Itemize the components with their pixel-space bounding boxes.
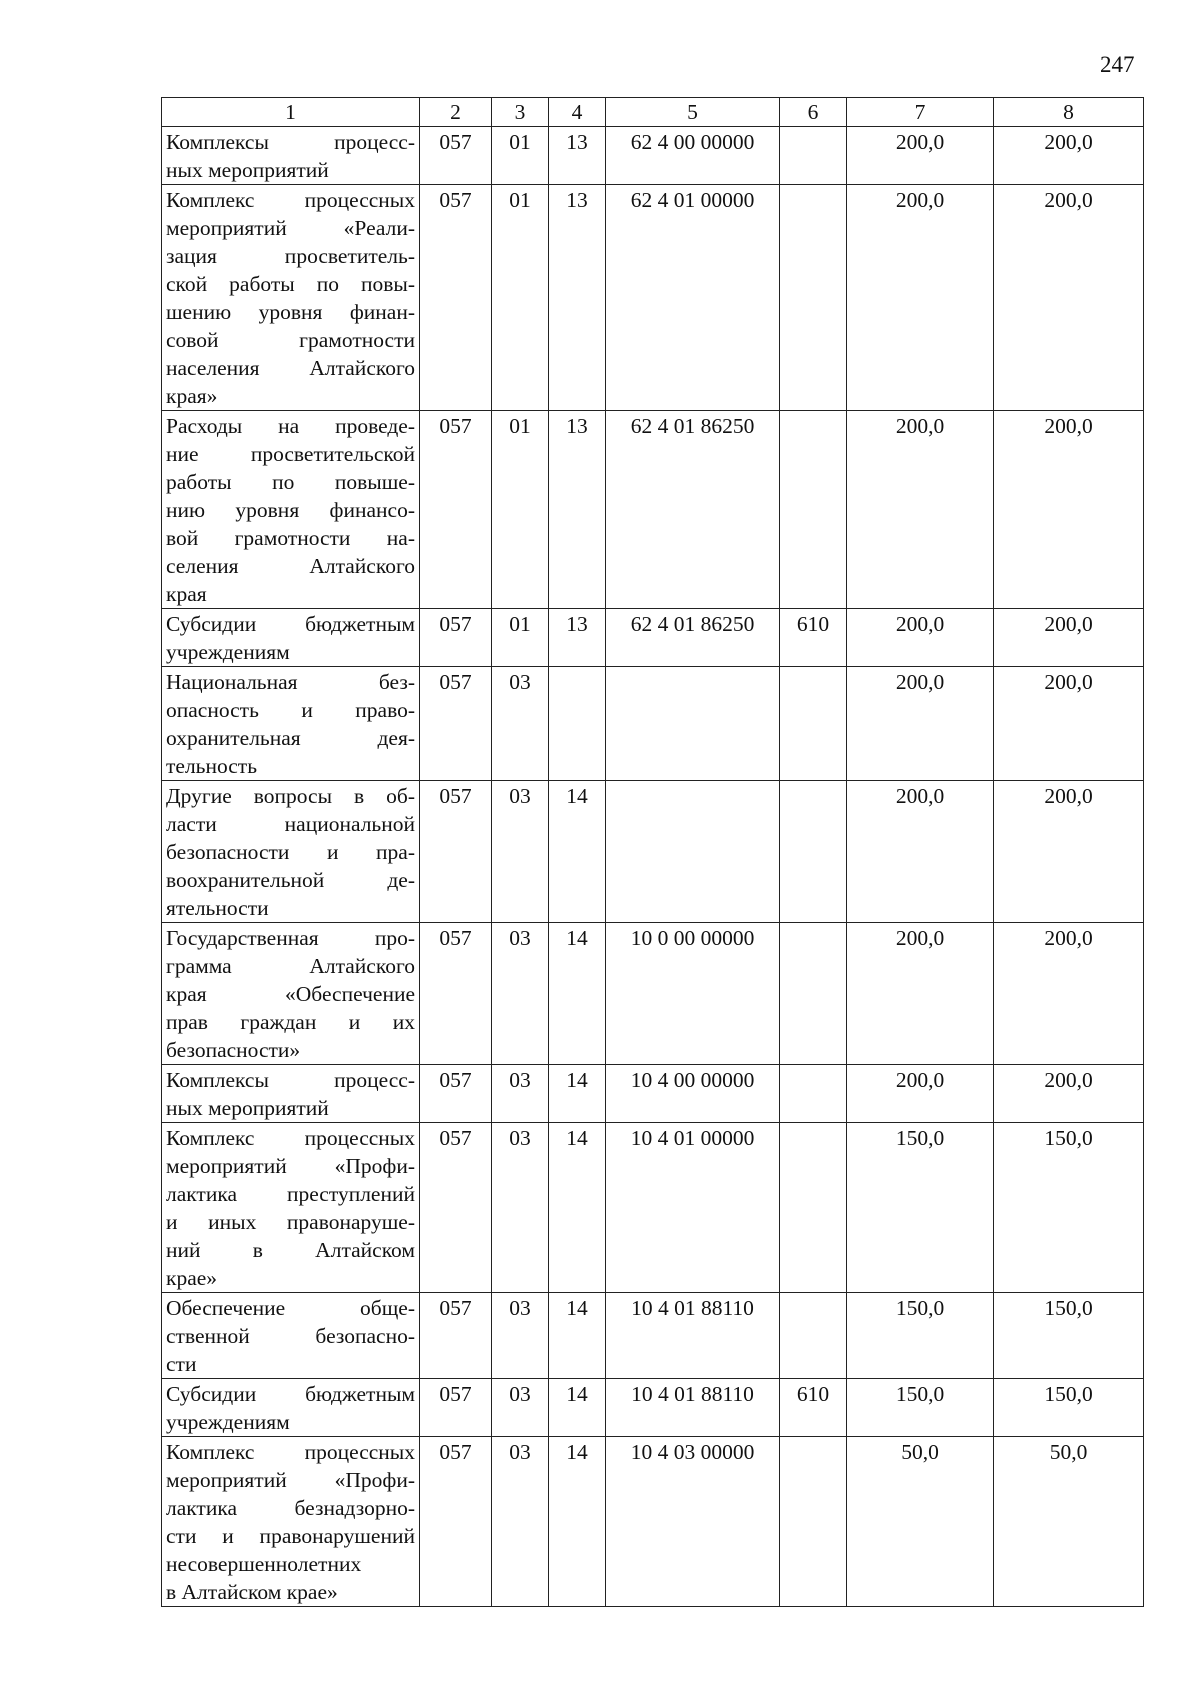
cell-admin-code: 057 bbox=[420, 185, 492, 411]
cell-sum-year-1: 200,0 bbox=[847, 667, 994, 781]
cell-target-article: 62 4 01 00000 bbox=[606, 185, 780, 411]
column-header: 1 bbox=[162, 98, 420, 127]
cell-expense-type bbox=[780, 1123, 847, 1293]
cell-expense-type: 610 bbox=[780, 1379, 847, 1437]
cell-admin-code: 057 bbox=[420, 781, 492, 923]
item-name-line: Комплекс процессных bbox=[166, 188, 415, 212]
cell-target-article: 10 4 01 88110 bbox=[606, 1379, 780, 1437]
item-name-line: прав граждан и их bbox=[166, 1010, 415, 1034]
cell-subsection: 14 bbox=[549, 1437, 606, 1607]
cell-sum-year-2: 200,0 bbox=[994, 923, 1144, 1065]
column-header: 3 bbox=[492, 98, 549, 127]
cell-item-name bbox=[162, 609, 420, 667]
cell-item-name bbox=[162, 1065, 420, 1123]
cell-expense-type bbox=[780, 1065, 847, 1123]
item-name-line: Другие вопросы в об- bbox=[166, 784, 415, 808]
item-name-line: и иных правонаруше- bbox=[166, 1210, 415, 1234]
item-name-line: ние просветительской bbox=[166, 442, 415, 466]
cell-expense-type bbox=[780, 781, 847, 923]
cell-sum-year-1: 200,0 bbox=[847, 781, 994, 923]
cell-admin-code: 057 bbox=[420, 411, 492, 609]
item-name-line: селения Алтайского bbox=[166, 554, 415, 578]
table-body bbox=[162, 127, 1144, 1607]
column-header: 7 bbox=[847, 98, 994, 127]
cell-item-name bbox=[162, 1437, 420, 1607]
item-name-line: грамма Алтайского bbox=[166, 954, 415, 978]
cell-sum-year-2: 200,0 bbox=[994, 781, 1144, 923]
cell-admin-code: 057 bbox=[420, 667, 492, 781]
cell-admin-code: 057 bbox=[420, 1437, 492, 1607]
cell-sum-year-2: 200,0 bbox=[994, 127, 1144, 185]
table-row bbox=[162, 1123, 1144, 1293]
item-name-line: населения Алтайского bbox=[166, 356, 415, 380]
item-name-line: шению уровня финан- bbox=[166, 300, 415, 324]
item-name-line: ний в Алтайском bbox=[166, 1238, 415, 1262]
item-name-line: сти bbox=[166, 1352, 197, 1376]
column-header: 4 bbox=[549, 98, 606, 127]
item-name-line: края bbox=[166, 582, 207, 606]
table-row bbox=[162, 1065, 1144, 1123]
cell-target-article: 10 4 01 00000 bbox=[606, 1123, 780, 1293]
item-name-line: сти и правонарушений bbox=[166, 1524, 415, 1548]
cell-subsection: 14 bbox=[549, 781, 606, 923]
column-number-row bbox=[162, 98, 1144, 127]
cell-sum-year-1: 200,0 bbox=[847, 923, 994, 1065]
cell-target-article: 10 4 03 00000 bbox=[606, 1437, 780, 1607]
cell-subsection bbox=[549, 667, 606, 781]
cell-target-article bbox=[606, 781, 780, 923]
cell-item-name bbox=[162, 127, 420, 185]
item-name-line: Государственная про- bbox=[166, 926, 415, 950]
cell-target-article: 10 0 00 00000 bbox=[606, 923, 780, 1065]
cell-subsection: 14 bbox=[549, 1293, 606, 1379]
cell-subsection: 14 bbox=[549, 1065, 606, 1123]
cell-sum-year-1: 150,0 bbox=[847, 1123, 994, 1293]
item-name-line: Расходы на проведе- bbox=[166, 414, 415, 438]
item-name-line: мероприятий «Реали- bbox=[166, 216, 415, 240]
cell-sum-year-2: 150,0 bbox=[994, 1293, 1144, 1379]
item-name-line: крае» bbox=[166, 1266, 218, 1290]
cell-admin-code: 057 bbox=[420, 1293, 492, 1379]
cell-section: 03 bbox=[492, 923, 549, 1065]
cell-sum-year-2: 200,0 bbox=[994, 185, 1144, 411]
cell-admin-code: 057 bbox=[420, 1065, 492, 1123]
cell-admin-code: 057 bbox=[420, 1379, 492, 1437]
cell-expense-type bbox=[780, 1437, 847, 1607]
cell-section: 01 bbox=[492, 185, 549, 411]
item-name-line: Обеспечение обще- bbox=[166, 1296, 415, 1320]
cell-expense-type: 610 bbox=[780, 609, 847, 667]
cell-expense-type bbox=[780, 667, 847, 781]
column-header: 5 bbox=[606, 98, 780, 127]
table-row bbox=[162, 1437, 1144, 1607]
cell-item-name bbox=[162, 185, 420, 411]
item-name-line: ственной безопасно- bbox=[166, 1324, 415, 1348]
item-name-line: учреждениям bbox=[166, 1410, 290, 1434]
cell-target-article: 62 4 00 00000 bbox=[606, 127, 780, 185]
item-name-line: зация просветитель- bbox=[166, 244, 415, 268]
cell-target-article: 62 4 01 86250 bbox=[606, 609, 780, 667]
cell-target-article: 62 4 01 86250 bbox=[606, 411, 780, 609]
budget-table bbox=[161, 97, 1144, 1607]
table-row bbox=[162, 411, 1144, 609]
column-header: 2 bbox=[420, 98, 492, 127]
cell-subsection: 13 bbox=[549, 609, 606, 667]
table-row bbox=[162, 1293, 1144, 1379]
item-name-line: совой грамотности bbox=[166, 328, 415, 352]
item-name-line: ласти национальной bbox=[166, 812, 415, 836]
cell-sum-year-2: 150,0 bbox=[994, 1379, 1144, 1437]
item-name-line: ской работы по повы- bbox=[166, 272, 415, 296]
cell-sum-year-2: 50,0 bbox=[994, 1437, 1144, 1607]
item-name-line: тельность bbox=[166, 754, 258, 778]
cell-item-name bbox=[162, 1293, 420, 1379]
item-name-line: учреждениям bbox=[166, 640, 290, 664]
item-name-line: безопасности и пра- bbox=[166, 840, 415, 864]
table-row bbox=[162, 609, 1144, 667]
cell-item-name bbox=[162, 411, 420, 609]
cell-section: 03 bbox=[492, 1123, 549, 1293]
cell-admin-code: 057 bbox=[420, 609, 492, 667]
cell-item-name bbox=[162, 1123, 420, 1293]
item-name-line: Комплексы процесс- bbox=[166, 130, 415, 154]
table-row bbox=[162, 127, 1144, 185]
item-name-line: вой грамотности на- bbox=[166, 526, 415, 550]
cell-admin-code: 057 bbox=[420, 923, 492, 1065]
item-name-line: несовершеннолетних bbox=[166, 1552, 362, 1576]
column-header: 8 bbox=[994, 98, 1144, 127]
item-name-line: ных мероприятий bbox=[166, 1096, 329, 1120]
item-name-line: воохранительной де- bbox=[166, 868, 415, 892]
cell-admin-code: 057 bbox=[420, 1123, 492, 1293]
item-name-line: Национальная без- bbox=[166, 670, 415, 694]
item-name-line: Комплекс процессных bbox=[166, 1440, 415, 1464]
item-name-line: мероприятий «Профи- bbox=[166, 1468, 415, 1492]
cell-target-article: 10 4 01 88110 bbox=[606, 1293, 780, 1379]
table-header bbox=[162, 98, 1144, 127]
item-name-line: ных мероприятий bbox=[166, 158, 329, 182]
cell-expense-type bbox=[780, 1293, 847, 1379]
item-name-line: ятельности bbox=[166, 896, 269, 920]
cell-section: 03 bbox=[492, 1379, 549, 1437]
item-name-line: работы по повыше- bbox=[166, 470, 415, 494]
cell-sum-year-1: 200,0 bbox=[847, 1065, 994, 1123]
item-name-line: нию уровня финансо- bbox=[166, 498, 415, 522]
cell-item-name bbox=[162, 923, 420, 1065]
cell-subsection: 13 bbox=[549, 127, 606, 185]
cell-expense-type bbox=[780, 411, 847, 609]
cell-sum-year-1: 200,0 bbox=[847, 127, 994, 185]
item-name-line: в Алтайском крае» bbox=[166, 1580, 338, 1604]
cell-subsection: 14 bbox=[549, 1123, 606, 1293]
cell-sum-year-2: 200,0 bbox=[994, 411, 1144, 609]
item-name-line: края» bbox=[166, 384, 218, 408]
cell-sum-year-1: 200,0 bbox=[847, 609, 994, 667]
cell-subsection: 13 bbox=[549, 411, 606, 609]
cell-section: 01 bbox=[492, 127, 549, 185]
cell-sum-year-1: 150,0 bbox=[847, 1293, 994, 1379]
cell-section: 03 bbox=[492, 667, 549, 781]
cell-expense-type bbox=[780, 185, 847, 411]
item-name-line: опасность и право- bbox=[166, 698, 415, 722]
cell-section: 01 bbox=[492, 609, 549, 667]
cell-target-article: 10 4 00 00000 bbox=[606, 1065, 780, 1123]
cell-section: 03 bbox=[492, 1065, 549, 1123]
cell-expense-type bbox=[780, 127, 847, 185]
item-name-line: Комплекс процессных bbox=[166, 1126, 415, 1150]
item-name-line: лактика преступлений bbox=[166, 1182, 415, 1206]
cell-subsection: 14 bbox=[549, 1379, 606, 1437]
item-name-line: лактика безнадзорно- bbox=[166, 1496, 415, 1520]
cell-sum-year-1: 200,0 bbox=[847, 185, 994, 411]
item-name-line: края «Обеспечение bbox=[166, 982, 415, 1006]
cell-sum-year-1: 200,0 bbox=[847, 411, 994, 609]
cell-section: 03 bbox=[492, 781, 549, 923]
item-name-line: мероприятий «Профи- bbox=[166, 1154, 415, 1178]
cell-section: 01 bbox=[492, 411, 549, 609]
cell-item-name bbox=[162, 667, 420, 781]
column-header: 6 bbox=[780, 98, 847, 127]
cell-section: 03 bbox=[492, 1437, 549, 1607]
item-name-line: Субсидии бюджетным bbox=[166, 1382, 415, 1406]
cell-sum-year-1: 50,0 bbox=[847, 1437, 994, 1607]
page-number: 247 bbox=[1100, 52, 1135, 77]
cell-admin-code: 057 bbox=[420, 127, 492, 185]
cell-item-name bbox=[162, 781, 420, 923]
cell-target-article bbox=[606, 667, 780, 781]
item-name-line: Комплексы процесс- bbox=[166, 1068, 415, 1092]
table-row bbox=[162, 667, 1144, 781]
cell-sum-year-2: 150,0 bbox=[994, 1123, 1144, 1293]
cell-sum-year-2: 200,0 bbox=[994, 667, 1144, 781]
cell-subsection: 14 bbox=[549, 923, 606, 1065]
cell-sum-year-2: 200,0 bbox=[994, 1065, 1144, 1123]
item-name-line: Субсидии бюджетным bbox=[166, 612, 415, 636]
table-row bbox=[162, 185, 1144, 411]
cell-item-name bbox=[162, 1379, 420, 1437]
item-name-line: безопасности» bbox=[166, 1038, 301, 1062]
cell-sum-year-2: 200,0 bbox=[994, 609, 1144, 667]
cell-expense-type bbox=[780, 923, 847, 1065]
cell-section: 03 bbox=[492, 1293, 549, 1379]
item-name-line: охранительная дея- bbox=[166, 726, 415, 750]
table-row bbox=[162, 1379, 1144, 1437]
table-row bbox=[162, 781, 1144, 923]
cell-subsection: 13 bbox=[549, 185, 606, 411]
cell-sum-year-1: 150,0 bbox=[847, 1379, 994, 1437]
table-row bbox=[162, 923, 1144, 1065]
